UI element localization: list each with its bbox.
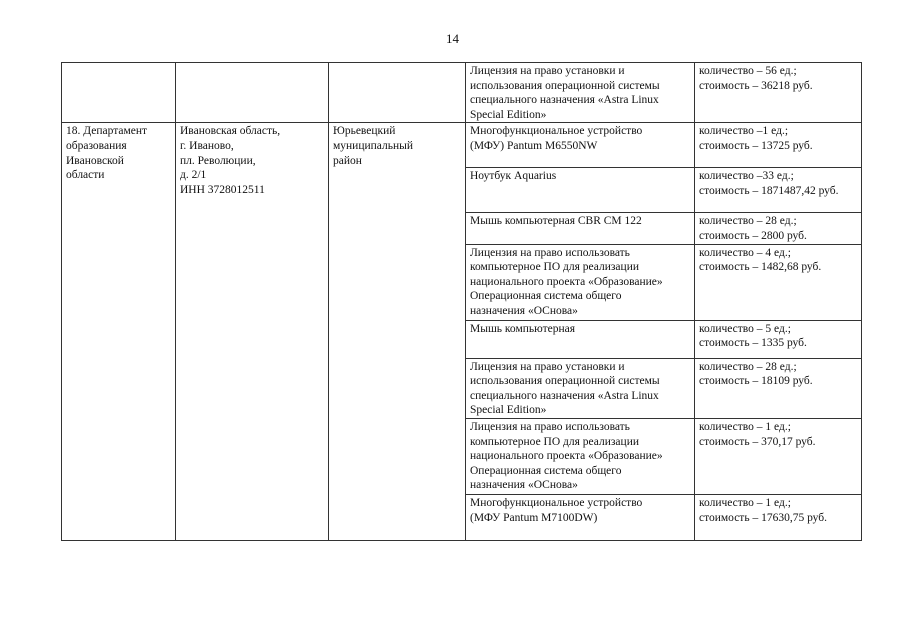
cell-quantity <box>695 63 862 123</box>
address-line: Ивановская область, <box>180 125 281 138</box>
cell-district <box>329 123 466 541</box>
recipient-name-line: области <box>66 169 105 182</box>
cell-recipient-name <box>62 123 176 541</box>
recipient-name-line: Ивановской <box>66 154 124 167</box>
recipient-name-line: образования <box>66 139 127 152</box>
item-line: (МФУ) Pantum M6550NW <box>470 139 598 152</box>
item-line: специального назначения «Astra Linux <box>470 94 659 107</box>
cell-recipient-name <box>62 63 176 123</box>
cell-quantity <box>695 123 862 168</box>
item-line: Многофункциональное устройство <box>470 496 643 509</box>
item-line: Лицензия на право установки и <box>470 360 625 373</box>
item-line: национального проекта «Образование» <box>470 275 663 288</box>
allocation-table <box>61 62 862 541</box>
item-line: Многофункциональное устройство <box>470 125 643 138</box>
quantity-line: количество – 5 ед.; <box>699 322 791 335</box>
cost-line: стоимость – 1482,68 руб. <box>699 261 822 274</box>
cell-item <box>466 494 695 540</box>
cell-item <box>466 418 695 494</box>
cell-quantity <box>695 358 862 418</box>
cell-item <box>466 213 695 244</box>
cost-line: стоимость – 1335 руб. <box>699 337 807 350</box>
district-line: район <box>333 154 362 167</box>
item-line: назначения «ОСнова» <box>470 479 578 492</box>
address-line: д. 2/1 <box>180 169 207 182</box>
cell-quantity <box>695 418 862 494</box>
item-line: Операционная система общего <box>470 464 622 477</box>
quantity-line: количество –1 ед.; <box>699 125 789 138</box>
item-line: Ноутбук Aquarius <box>470 170 557 183</box>
cell-item <box>466 244 695 320</box>
cell-address <box>176 63 329 123</box>
item-line: компьютерное ПО для реализации <box>470 435 639 448</box>
item-line: Лицензия на право использовать <box>470 420 630 433</box>
district-line: Юрьевецкий <box>333 125 396 138</box>
cost-line: стоимость – 18109 руб. <box>699 375 813 388</box>
cell-item <box>466 358 695 418</box>
item-line: специального назначения «Astra Linux <box>470 389 659 402</box>
item-line: Лицензия на право установки и <box>470 65 625 77</box>
item-line: Special Edition» <box>470 108 547 121</box>
cell-item <box>466 63 695 123</box>
item-line: национального проекта «Образование» <box>470 450 663 463</box>
cell-quantity <box>695 320 862 358</box>
quantity-line: количество – 1 ед.; <box>699 496 791 509</box>
item-line: использования операционной системы <box>470 375 660 388</box>
inn-line: ИНН 3728012511 <box>180 183 265 196</box>
item-line: назначения «ОСнова» <box>470 304 578 317</box>
cost-line: стоимость – 2800 руб. <box>699 229 807 242</box>
recipient-name-line: 18. Департамент <box>66 125 148 138</box>
district-line: муниципальный <box>333 139 414 152</box>
cell-quantity <box>695 244 862 320</box>
quantity-line: количество – 28 ед.; <box>699 360 797 373</box>
quantity-line: количество – 4 ед.; <box>699 246 791 259</box>
cell-item <box>466 123 695 168</box>
cost-line: стоимость – 36218 руб. <box>699 79 813 92</box>
cost-line: стоимость – 17630,75 руб. <box>699 511 827 524</box>
quantity-line: количество –33 ед.; <box>699 170 794 183</box>
cell-item <box>466 168 695 213</box>
address-line: пл. Революции, <box>180 154 256 167</box>
item-line: Special Edition» <box>470 404 547 417</box>
quantity-line: количество – 1 ед.; <box>699 420 791 433</box>
table-row <box>62 63 862 123</box>
cell-address <box>176 123 329 541</box>
address-line: г. Иваново, <box>180 139 234 152</box>
table-row <box>62 123 862 168</box>
quantity-line: количество – 56 ед.; <box>699 65 797 77</box>
item-line: Мышь компьютерная <box>470 322 576 335</box>
cost-line: стоимость – 1871487,42 руб. <box>699 184 839 197</box>
page-number: 14 <box>446 31 459 46</box>
cell-quantity <box>695 494 862 540</box>
cost-line: стоимость – 13725 руб. <box>699 139 813 152</box>
cost-line: стоимость – 370,17 руб. <box>699 435 816 448</box>
item-line: компьютерное ПО для реализации <box>470 261 639 274</box>
item-line: Мышь компьютерная CBR CM 122 <box>470 215 642 228</box>
item-line: (МФУ Pantum M7100DW) <box>470 511 598 524</box>
cell-quantity <box>695 168 862 213</box>
cell-quantity <box>695 213 862 244</box>
cell-district <box>329 63 466 123</box>
item-line: Операционная система общего <box>470 290 622 303</box>
item-line: Лицензия на право использовать <box>470 246 630 259</box>
item-line: использования операционной системы <box>470 79 660 92</box>
cell-item <box>466 320 695 358</box>
quantity-line: количество – 28 ед.; <box>699 215 797 228</box>
